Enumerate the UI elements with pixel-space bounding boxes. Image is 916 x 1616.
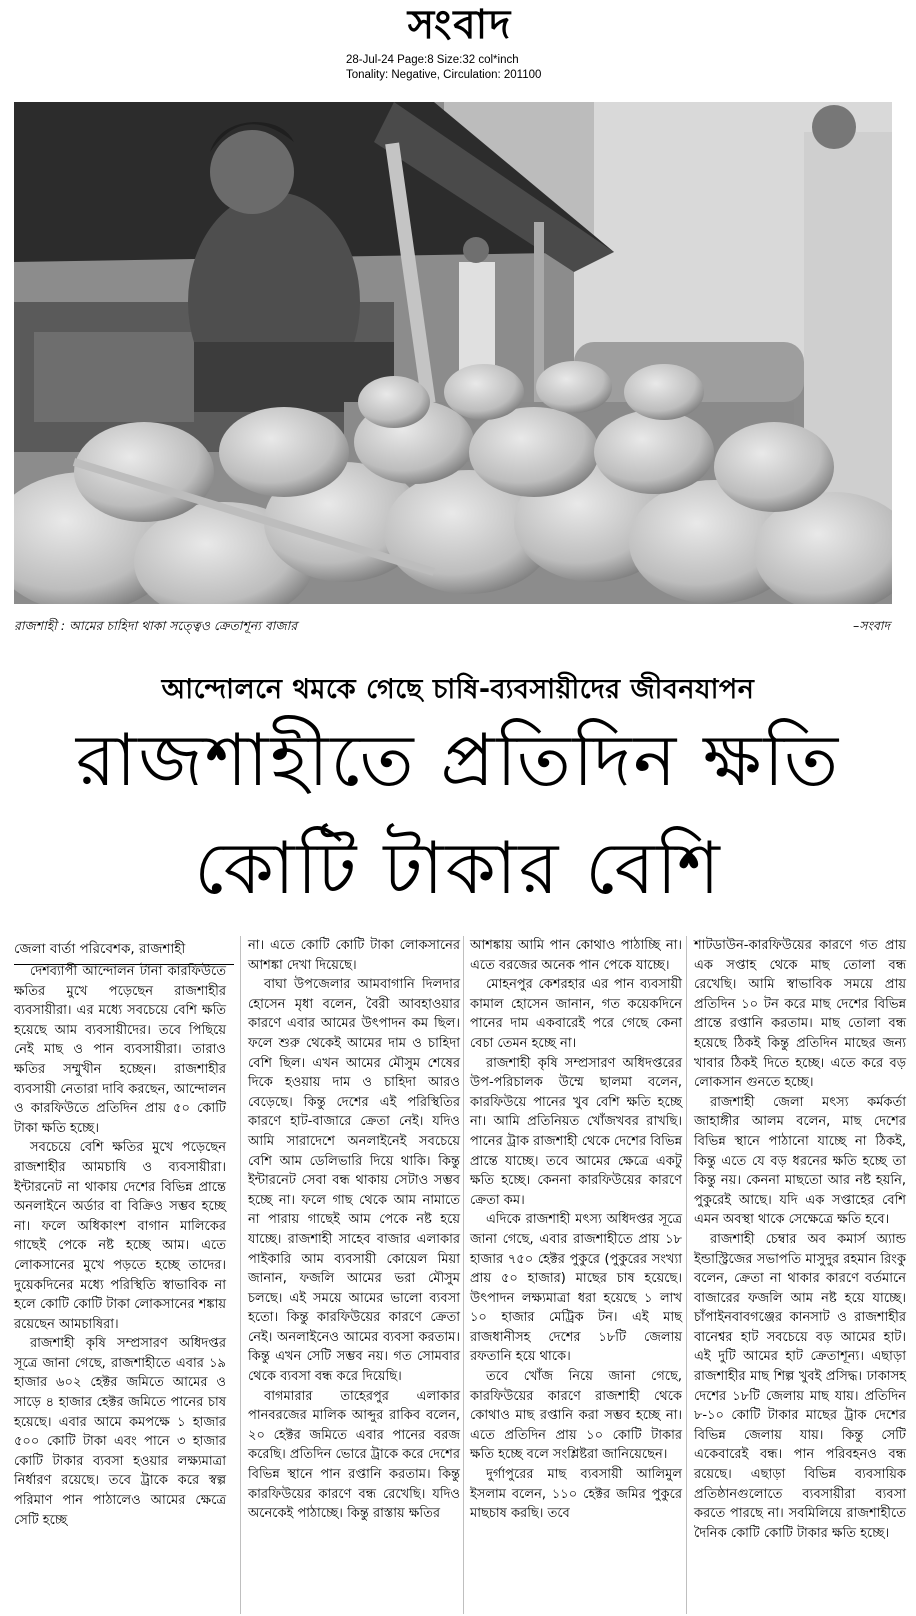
paragraph: বাগমারার তাহেরপুর এলাকার পানবরজের মালিক আব্দুর রাকিব বলেন, ২০ হেক্টর জমিতে এবার পানের বরজ করেছি। প্রতিদিন ভোরে ট্রাকে করে দেশের বিভিন্ন স্থানে পান রপ্তানি করতাম। কিন্তু কারফিউয়ের কারণে বন্ধ রেখেছি। যদিও অনেকেই পাঠাচ্ছে। কিন্তু রাস্তায় ক্ষতির: [248, 1388, 460, 1522]
column-divider: [463, 936, 464, 1614]
meta-line-1: 28-Jul-24 Page:8 Size:32 col*inch: [346, 54, 519, 66]
article-column-4: [694, 936, 906, 1543]
paragraph: রাজশাহী জেলা মৎস্য কর্মকর্তা জাহাঙ্গীর আলম বলেন, মাছ দেশের বিভিন্ন স্থানে পাঠানো যাচ্ছে না ঠিকই, কিন্তু এতে যে বড় ধরনের ক্ষতি হচ্ছে তা কিন্তু নয়। কেননা মাছতো আর নষ্ট হয়নি, পুকুরেই আছে। যদি এক সপ্তাহের বেশি এমন অবস্থা থাকে সেক্ষেত্রে ক্ষতি হবে।: [694, 1094, 906, 1228]
byline: জেলা বার্তা পরিবেশক, রাজশাহী: [14, 938, 234, 965]
article-column-1: [14, 962, 226, 1530]
article-column-3: [470, 936, 682, 1524]
column-divider: [686, 936, 687, 1614]
photo-mango-seller-icon: [14, 102, 892, 604]
paragraph: এদিকে রাজশাহী মৎস্য অধিদপ্তর সূত্রে জানা গেছে, এবার রাজশাহীতে প্রায় ১৮ হাজার ৭৫০ হেক্টর পুকুরে (পুকুরের সংখ্যা প্রায় ৫০ হাজার) মাছের চাষ হয়েছে। উৎপাদন লক্ষ্যমাত্রা ধরা হয়েছে ১ লাখ ১০ হাজার মেট্রিক টন। এই মাছ রাজধানীসহ দেশের ১৮টি জেলায় রফতানি হয়ে থাকে।: [470, 1212, 682, 1365]
photo-caption: রাজশাহী : আমের চাহিদা থাকা সত্ত্বেও ক্রেতাশূন্য বাজার: [14, 618, 298, 633]
paragraph: রাজশাহী কৃষি সম্প্রসারণ অধিদপ্তরের উপ-পরিচালক উম্মে ছালমা বলেন, কারফিউয়ে পানের খুব বেশি ক্ষতি হচ্ছে না। আমি প্রতিনিয়ত খোঁজখবর রাখছি। পানের ট্রাক রাজশাহী থেকে দেশের বিভিন্ন প্রান্তে যাচ্ছে। তবে আমের ক্ষেত্রে একটু ক্ষতি হচ্ছে। কেননা কারফিউয়ের কারণে ক্রেতা কম।: [470, 1055, 683, 1208]
meta-line-2: Tonality: Negative, Circulation: 201100: [346, 69, 542, 81]
headline-line-2: কোটি টাকার বেশি: [194, 826, 722, 910]
article-column-2: [248, 936, 460, 1524]
news-photo: [14, 102, 892, 604]
paragraph: রাজশাহী কৃষি সম্প্রসারণ অধিদপ্তর সূত্রে জানা গেছে, রাজশাহীতে এবার ১৯ হাজার ৬০২ হেক্টর জমিতে আমের ও সাড়ে ৪ হাজার হেক্টর জমিতে পানের চাষ হয়েছে। এবার আমে কমপক্ষে ১ হাজার ৫০০ কোটি টাকা এবং পানে ৩ হাজার কোটি টাকার ব্যবসা হওয়ার লক্ষ্যমাত্রা নির্ধারণ রয়েছে। তবে ট্রাকে করে স্বল্প পরিমাণ পান পাঠালেও আমের ক্ষেত্রে সেটি হচ্ছে: [14, 1336, 226, 1528]
kicker-headline: আন্দোলনে থমকে গেছে চাষি-ব্যবসায়ীদের জীবনযাপন: [161, 674, 755, 705]
paragraph: বাঘা উপজেলার আমবাগানি দিলদার হোসেন মৃধা বলেন, বৈরী আবহাওয়ার কারণে এবার আমের উৎপাদন কম ছিল। ফলে শুরু থেকেই আমের দাম ও চাহিদা বেশি ছিল। এখন আমের মৌসুম শেষের দিকে হওয়ায় দাম ও চাহিদা আরও বেড়েছে। কিন্তু দেশের এই পরিস্থিতির কারণে হাট-বাজারে ক্রেতা নেই। যদিও আমি সারাদেশে অনলাইনেই সবচেয়ে বেশি আম ডেলিভারি দিয়ে থাকি। কিন্তু ইন্টারনেট সেবা বন্ধ থাকায় সেটাও সম্ভব হচ্ছে না। ফলে গাছ থেকে আম নামাতে না পারায় গাছেই আম পেকে নষ্ট হয়ে যাচ্ছে। রাজশাহী সাহেব বাজার এলাকার পাইকারি আম ব্যবসায়ী কোয়েল মিয়া জানান, ফজলি আমের ভরা মৌসুম চলছে। এই সময়ে আমের ভালো ব্যবসা হতো। কিন্তু কারফিউয়ের কারণে ক্রেতা নেই। অনলাইনেও আমের ব্যবসা করতাম। কিন্তু এখন সেটি সম্ভব নয়। গত সোমবার থেকে ব্যবসা বন্ধ করে দিয়েছি।: [248, 977, 460, 1385]
headline-line-1: রাজশাহীতে প্রতিদিন ক্ষতি: [75, 718, 841, 802]
photo-credit: –সংবাদ: [852, 618, 890, 633]
paragraph: মোহনপুর কেশরহার এর পান ব্যবসায়ী কামাল হোসেন জানান, গত কয়েকদিনে পানের দাম একবারেই পরে গেছে কেনা বেচা তেমন হচ্ছে না।: [470, 977, 682, 1051]
paragraph: দুর্গাপুরের মাছ ব্যবসায়ী আলিমুল ইসলাম বলেন, ১১০ হেক্টর জমির পুকুরে মাছচাষ করছি। তবে: [470, 1467, 682, 1522]
paragraph: আশঙ্কায় আমি পান কোথাও পাঠাচ্ছি না। এতে বরজের অনেক পান পেকে যাচ্ছে।: [470, 938, 682, 973]
paragraph: তবে খোঁজ নিয়ে জানা গেছে, কারফিউয়ের কারণে রাজশাহী থেকে কোথাও মাছ রপ্তানি করা সম্ভব হচ্ছে না। এতে প্রতিদিন প্রায় ১০ কোটি টাকার ক্ষতি হচ্ছে বলে সংশ্লিষ্টরা জানিয়েছেন।: [470, 1369, 682, 1463]
paragraph: দেশব্যাপী আন্দোলন টানা কারফিউতে ক্ষতির মুখে পড়েছেন রাজশাহীর ব্যবসায়ীরা। এর মধ্যে সবচেয়ে বেশি ক্ষতি হয়েছে আম ব্যবসায়ীদের। তবে পিছিয়ে নেই মাছ ও পান ব্যবসায়ীরা। তারাও ক্ষতির সম্মুখীন হচ্ছেন। রাজশাহীর ব্যবসায়ী নেতারা দাবি করছেন, আন্দোলন ও কারফিউতে প্রতিদিন প্রায় ৫০ কোটি টাকা ক্ষতি হচ্ছে।: [14, 964, 226, 1136]
logo-text: সংবাদ: [407, 1, 513, 48]
paragraph: সবচেয়ে বেশি ক্ষতির মুখে পড়েছেন রাজশাহীর আমচাষি ও ব্যবসায়ীরা। ইন্টারনেট না থাকায় দেশের বিভিন্ন প্রান্তে অনলাইনে অর্ডার বা বিক্রিও সম্ভব হচ্ছে না। ফলে অধিকাংশ বাগান মালিকের গাছেই পেকে নষ্ট হচ্ছে আম। এতে লোকসানের মুখে পড়তে হচ্ছে তাদের। দুয়েকদিনের মধ্যে পরিস্থিতি স্বাভাবিক না হলে কোটি কোটি টাকা লোকসানের শঙ্কায় রয়েছেন আমচাষিরা।: [14, 1140, 226, 1332]
column-divider: [240, 936, 241, 1614]
paragraph: রাজশাহী চেম্বার অব কমার্স অ্যান্ড ইন্ডাস্ট্রিজের সভাপতি মাসুদুর রহমান রিংকু বলেন, ক্রেতা না থাকার কারণে বর্তমানে বাজারের ফজলি আম নষ্ট হয়ে যাচ্ছে। চাঁপাইনবাবগঞ্জের কানসাট ও রাজশাহীর বানেশ্বর হাট সবচেয়ে বড় আমের হাট। এই দুটি আমের হাট ক্রেতাশূন্য। এছাড়া রাজশাহীর মাছ শিল্প খুবই প্রসিদ্ধ। ঢাকাসহ দেশের ১৮টি জেলায় মাছ যায়। প্রতিদিন ৮-১০ কোটি টাকার মাছের ট্রাক দেশের বিভিন্ন জেলায় যায়। কিন্তু সেটি একেবারেই বন্ধ। পান পরিবহনও বন্ধ রয়েছে। এছাড়া বিভিন্ন ব্যবসায়িক প্রতিষ্ঠানগুলোতে ব্যবসায়ীরা ব্যবসা করতে পারছে না। সবমিলিয়ে রাজশাহীতে দৈনিক কোটি কোটি টাকার ক্ষতি হচ্ছে।: [694, 1231, 906, 1541]
newspaper-logo: [318, 0, 602, 52]
paragraph: শাটডাউন-কারফিউয়ের কারণে গত প্রায় এক সপ্তাহ থেকে মাছ তোলা বন্ধ রেখেছি। আমি স্বাভাবিক সময়ে প্রায় প্রতিদিন ১০ টন করে মাছ দেশের বিভিন্ন প্রান্তে রপ্তানি করতাম। মাছ তোলা বন্ধ হয়েছে ঠিকই কিন্তু প্রতিদিন মাছের জন্য খাবার ঠিকই দিতে হচ্ছে। এতে করে বড় লোকসান গুনতে হচ্ছে।: [694, 938, 906, 1091]
paragraph: না। এতে কোটি কোটি টাকা লোকসানের আশঙ্কা দেখা দিয়েছে।: [248, 938, 460, 973]
